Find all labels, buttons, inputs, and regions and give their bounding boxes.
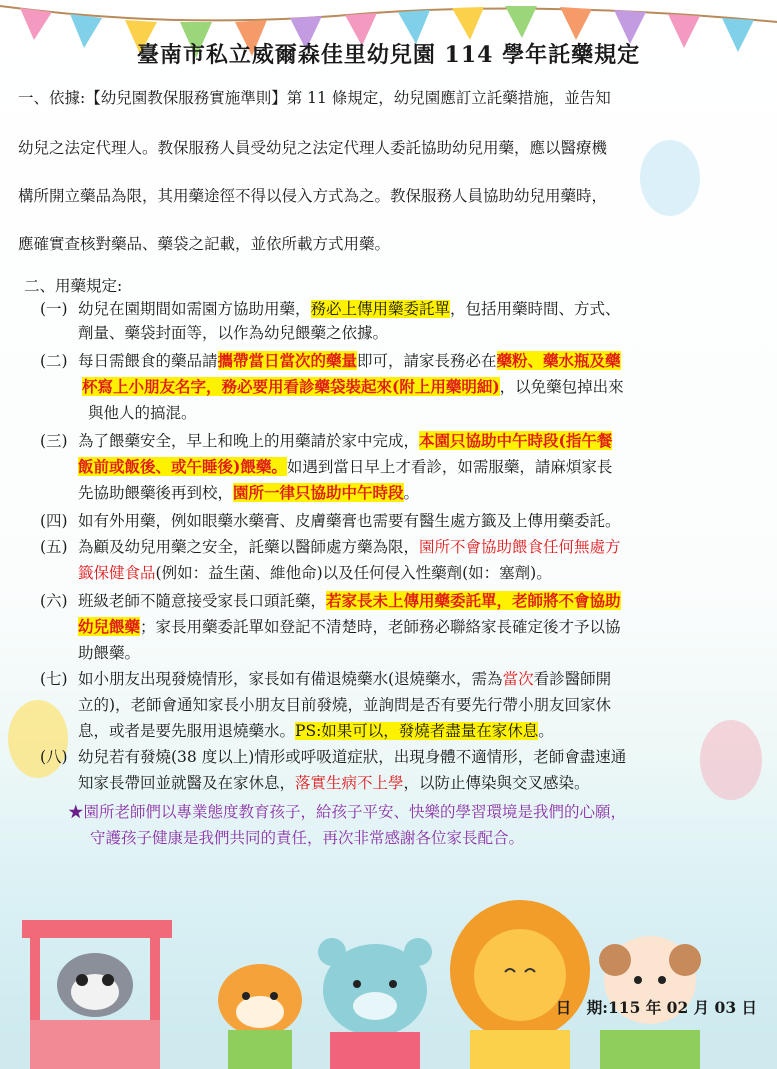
- rule-text: 與他人的搞混。: [88, 404, 197, 422]
- rule-highlight: 務必上傳用藥委託單: [310, 300, 451, 318]
- rule-text: 為了餵藥安全，早上和晚上的用藥請於家中完成，: [78, 432, 420, 450]
- rule-item-6: [40, 588, 770, 668]
- page-title: 臺南市私立威爾森佳里幼兒園 114 學年託藥規定: [136, 42, 641, 68]
- rule-label: (一): [40, 300, 68, 318]
- rule-highlight: 飯前或飯後、或午睡後)餵藥。: [78, 457, 287, 476]
- rule-text: 如有外用藥，例如眼藥水藥膏、皮膚藥膏也需要有醫生處方籤及上傳用藥委託。: [78, 512, 621, 530]
- rule-highlight: 本園只協助中午時段(指午餐: [419, 431, 613, 450]
- rule-highlight: 若家長未上傳用藥委託單，老師將不會協助: [326, 591, 621, 610]
- rule-item-2: [40, 348, 775, 428]
- section2-heading: 二、用藥規定:: [24, 277, 123, 295]
- rule-highlight: 藥粉、藥水瓶及藥: [496, 351, 621, 370]
- rule-text: 班級老師不隨意接受家長口頭託藥，: [78, 592, 327, 610]
- rule-text: 幼兒若有發燒(38 度以上)情形或呼吸道症狀，出現身體不適情形，老師會盡速通: [78, 748, 627, 766]
- rule-text: 看診醫師開: [533, 670, 612, 688]
- rule-highlight: 杯寫上小朋友名字，務必要用看診藥袋裝起來(附上用藥明細): [82, 377, 500, 396]
- rule-highlight: PS:如果可以，發燒者盡量在家休息: [295, 722, 539, 740]
- rule-item-8: [40, 744, 770, 798]
- rule-text: 即可，請家長務必在: [357, 352, 497, 370]
- rule-text: 立的)，老師會通知家長小朋友目前發燒，並詢問是否有要先行帶小朋友回家休: [78, 696, 612, 714]
- section1-line: 構所開立藥品為限，其用藥途徑不得以侵入方式為之。教保服務人員協助幼兒用藥時，: [18, 187, 608, 205]
- balloon-decoration: [640, 140, 700, 216]
- rule-text: 每日需餵食的藥品請: [78, 352, 218, 370]
- rule-item-3: [40, 428, 770, 508]
- rule-item-7: [40, 666, 770, 746]
- rule-text: 幼兒在園期間如需園方協助用藥，: [78, 300, 311, 318]
- section1-line: 應確實查核對藥品、藥袋之記載，並依所載方式用藥。: [18, 235, 391, 253]
- rule-text: 助餵藥。: [78, 644, 141, 662]
- rule-text: ；家長用藥委託單如登記不清楚時，老師務必聯絡家長確定後才予以協: [140, 618, 621, 636]
- closing-text: 園所老師們以專業態度教育孩子，給孩子平安、快樂的學習環境是我們的心願，: [83, 803, 627, 821]
- rule-text: ，以防止傳染與交叉感染。: [403, 774, 590, 792]
- rule-text: 。: [403, 484, 420, 502]
- section1-line: 幼兒之法定代理人。教保服務人員受幼兒之法定代理人委託協助幼兒用藥，應以醫療機: [18, 139, 608, 157]
- rule-emphasis: 落實生病不上學: [295, 774, 404, 792]
- rule-label: (六): [40, 592, 68, 610]
- rule-item-4: [40, 508, 775, 536]
- rule-label: (八): [40, 748, 68, 766]
- closing-note-line1: [68, 800, 626, 822]
- rule-emphasis: 園所不會協助餵食任何無處方: [419, 538, 621, 556]
- rule-highlight: 幼兒餵藥: [78, 617, 141, 636]
- rule-item-5: [40, 534, 770, 588]
- rule-emphasis: 當次: [502, 670, 534, 688]
- section1-line: 一、依據:【幼兒園教保服務實施準則】第 11 條規定，幼兒園應訂立託藥措施，並告知: [18, 89, 611, 107]
- rule-item-1: [40, 296, 770, 352]
- star-icon: ★: [68, 803, 84, 821]
- rule-text: 如遇到當日早上才看診，如需服藥，請麻煩家長: [286, 458, 613, 476]
- rule-text: (例如：益生菌、維他命)以及任何侵入性藥劑(如：塞劑)。: [155, 564, 552, 582]
- rule-highlight: 攜帶當日當次的藥量: [217, 351, 358, 370]
- rule-label: (五): [40, 538, 68, 556]
- closing-note-line2: 守護孩子健康是我們共同的責任，再次非常感謝各位家長配合。: [90, 829, 525, 847]
- rule-emphasis: 籤保健食品: [78, 564, 156, 582]
- rule-label: (四): [40, 512, 68, 530]
- rule-text: 先協助餵藥後再到校，: [78, 484, 234, 502]
- rule-text: 息，或者是要先服用退燒藥水。: [78, 722, 296, 740]
- rule-label: (二): [40, 352, 68, 370]
- animal-illustration: [0, 880, 777, 1069]
- rule-text: 為顧及幼兒用藥之安全，託藥以醫師處方藥為限，: [78, 538, 420, 556]
- rule-text: 劑量、藥袋封面等，以作為幼兒餵藥之依據。: [78, 324, 389, 342]
- rule-label: (七): [40, 670, 68, 688]
- rule-text: 如小朋友出現發燒情形，家長如有備退燒藥水(退燒藥水，需為: [78, 670, 503, 688]
- rule-text: ，以免藥包掉出來: [499, 378, 624, 396]
- rule-label: (三): [40, 432, 68, 450]
- rule-highlight: 園所一律只協助中午時段: [233, 483, 404, 502]
- rule-text: ，包括用藥時間、方式、: [450, 300, 621, 318]
- document-date: 日 期:115 年 02 月 03 日: [555, 998, 757, 1017]
- rule-text: 知家長帶回並就醫及在家休息，: [78, 774, 296, 792]
- rule-text: 。: [538, 722, 554, 740]
